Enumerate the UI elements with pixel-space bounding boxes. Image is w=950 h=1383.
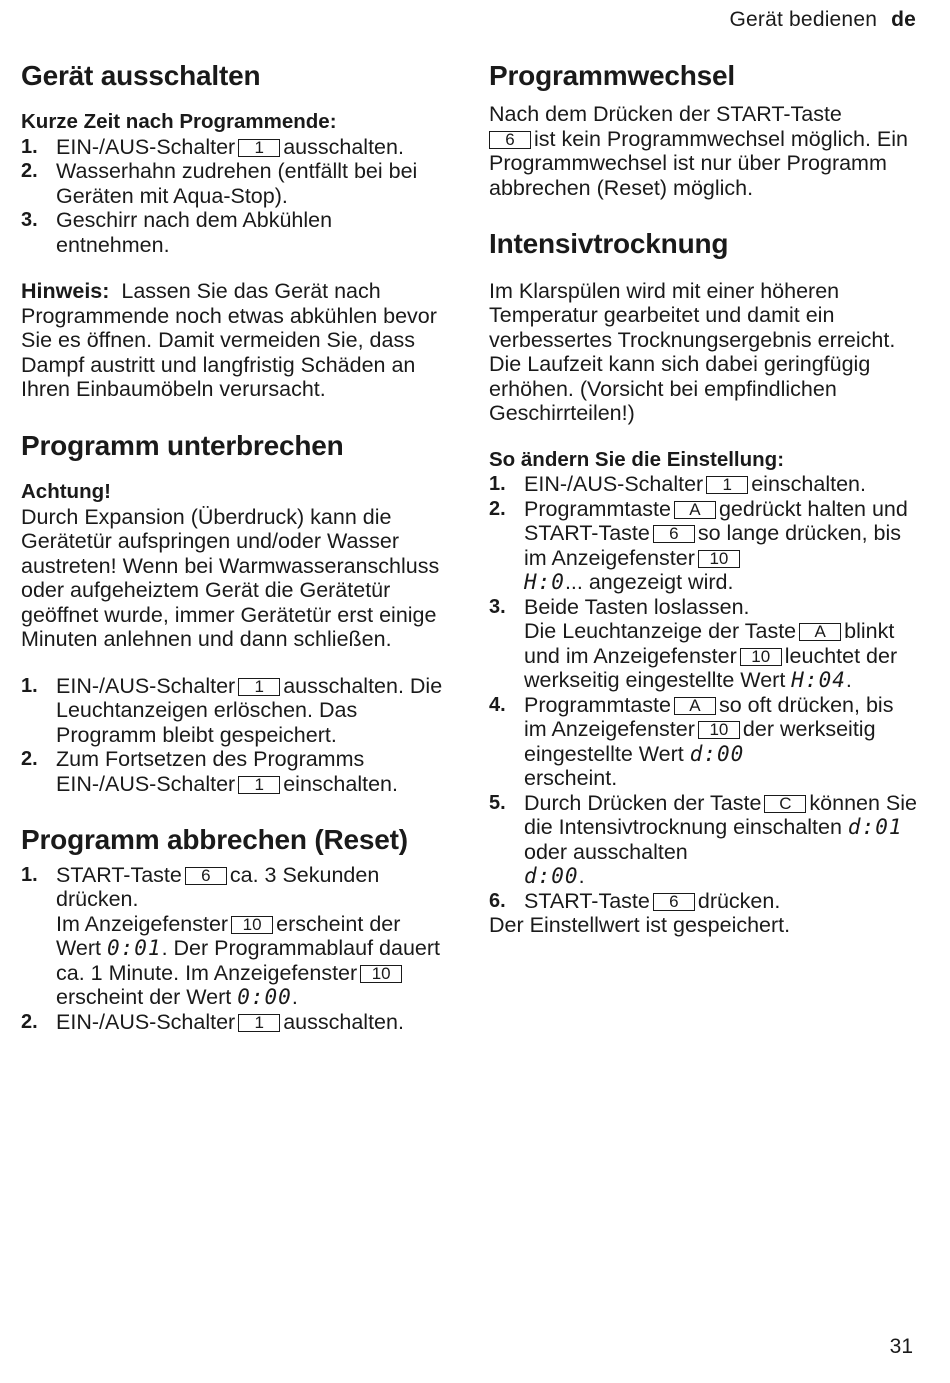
key-label: 10 — [698, 721, 740, 739]
step-text: Wasserhahn zudrehen (entfällt bei bei Geräten mit Aqua-Stop). — [56, 159, 418, 208]
page-header — [730, 8, 917, 32]
list-item — [489, 595, 919, 693]
key-label: 6 — [653, 525, 695, 543]
step-text: Geschirr nach dem Abkühlen entnehmen. — [56, 208, 333, 257]
step-text: ausschalten. — [283, 134, 404, 159]
list-item — [489, 693, 919, 791]
step-text: START-Taste — [56, 862, 182, 887]
step-number: 1. — [21, 135, 38, 158]
list-item — [489, 889, 919, 914]
intensiv-intro: Im Klarspülen wird mit einer höheren Temperatur gearbeitet und damit ein verbessertes Trocknungsergebnis erreicht. Die Laufzeit kann sich dabei geringfügig erhöhen. (Vorsicht bei empfindlichen Geschirrteilen!) — [489, 278, 896, 426]
note-text: Lassen Sie das Gerät nach Programmende noch etwas abkühlen bevor Sie es öffnen. Damit vermeiden Sie, dass Dampf austritt und langfristig Schäden an Ihren Einbaumöbeln verursacht. — [21, 279, 437, 402]
display-value: 0:01 — [106, 936, 162, 961]
key-label: A — [674, 697, 716, 715]
key-label: 1 — [238, 1014, 280, 1032]
step-text: oder ausschalten — [524, 839, 688, 864]
step-text: erscheint. — [524, 766, 618, 791]
step-text: ... angezeigt wird. — [564, 570, 734, 595]
step-text: gedrückt halten und START-Taste — [524, 496, 908, 546]
step-text: so oft drücken, bis im Anzeigefenster — [524, 692, 894, 742]
left-column — [21, 58, 451, 1060]
step-text: Beide Tasten loslassen. — [524, 594, 750, 619]
step-text: Programmtaste — [524, 496, 671, 521]
step-text: der werkseitig eingestellte Wert — [524, 717, 876, 766]
step-text: können Sie die Intensivtrocknung einschalten — [524, 790, 917, 840]
key-label: 10 — [360, 965, 402, 983]
body-text: Nach dem Drücken der START-Taste — [489, 102, 842, 127]
step-text: EIN-/AUS-Schalter — [56, 134, 236, 159]
list-item — [21, 674, 451, 748]
key-label: 10 — [231, 916, 273, 934]
step-number: 2. — [489, 497, 506, 520]
key-label: C — [764, 795, 806, 813]
steps-unterbrechen — [21, 674, 451, 797]
header-language: de — [891, 8, 916, 31]
step-number: 4. — [489, 693, 506, 716]
step-text: ausschalten. Die Leuchtanzeigen erlöschen. Das Programm bleibt gespeichert. — [56, 673, 443, 747]
step-text: ca. 3 Sekunden drücken. — [56, 862, 380, 912]
steps-intensiv — [489, 472, 919, 913]
step-text: . — [578, 864, 585, 889]
step-text: einschalten. — [751, 472, 866, 497]
key-label: 10 — [698, 550, 740, 568]
list-item — [21, 135, 451, 160]
step-text: Die Leuchtanzeige der Taste — [524, 619, 797, 644]
heading-programm-abbrechen: Programm abbrechen (Reset) — [21, 824, 408, 856]
body-text: ist kein Programmwechsel möglich. Ein Programmwechsel ist nur über Programm abbrechen (Reset) möglich. — [489, 126, 908, 200]
step-text: START-Taste — [524, 888, 650, 913]
key-label: 1 — [706, 476, 748, 494]
step-text: . — [845, 668, 852, 693]
step-text: Im Anzeigefenster — [56, 911, 229, 936]
warning-label: Achtung! — [21, 480, 111, 504]
step-text: erscheint der Wert — [56, 911, 401, 961]
section-programm-unterbrechen — [21, 428, 451, 796]
heading-programmwechsel: Programmwechsel — [489, 60, 735, 91]
list-item — [489, 472, 919, 497]
subheading-einstellung: So ändern Sie die Einstellung: — [489, 447, 785, 471]
key-label: A — [799, 623, 841, 641]
step-text: drücken. — [697, 888, 781, 913]
steps-abbrechen — [21, 863, 451, 1035]
step-number: 1. — [21, 674, 38, 697]
right-column — [489, 58, 919, 964]
step-number: 3. — [21, 209, 38, 232]
key-label: A — [674, 501, 716, 519]
list-item — [21, 863, 451, 1010]
programmwechsel-text — [489, 102, 919, 200]
section-intensivtrocknung — [489, 226, 919, 937]
list-item — [21, 208, 451, 257]
step-number: 2. — [21, 748, 38, 771]
warning-text: Durch Expansion (Überdruck) kann die Gerätetür aufspringen und/oder Wasser austreten! Wenn bei Warmwasseranschluss oder aufgeheiztem Gerät die Gerätetür geöffnet wurde, immer Gerätetür erst einige Minuten anlehnen und dann schließen. — [21, 504, 440, 652]
steps-ausschalten — [21, 135, 451, 258]
list-item — [21, 159, 451, 208]
heading-programm-unterbrechen: Programm unterbrechen — [21, 429, 344, 461]
page-number: 31 — [889, 1335, 913, 1358]
step-number: 1. — [489, 473, 506, 496]
step-text: EIN-/AUS-Schalter — [56, 1009, 236, 1034]
display-value: d:01 — [847, 815, 903, 840]
step-text: EIN-/AUS-Schalter — [524, 472, 704, 497]
step-text: leuchtet der werkseitig eingestellte Wert — [524, 643, 898, 693]
heading-intensivtrocknung: Intensivtrocknung — [489, 228, 729, 260]
intensiv-outro: Der Einstellwert ist gespeichert. — [489, 913, 791, 938]
step-text: erscheint der Wert — [56, 985, 232, 1010]
key-label: 1 — [238, 678, 280, 696]
step-text: . Der Programmablauf dauert ca. 1 Minute. Im Anzeigefenster — [56, 936, 440, 985]
step-text: blinkt und im Anzeigefenster — [524, 619, 895, 668]
section-geraet-ausschalten — [21, 58, 451, 402]
step-text: Durch Drücken der Taste — [524, 790, 762, 815]
step-text: einschalten. — [283, 771, 398, 796]
list-item — [21, 1010, 451, 1035]
key-label: 6 — [489, 131, 531, 149]
list-item — [489, 791, 919, 889]
list-item — [21, 747, 451, 796]
display-value: d:00 — [524, 864, 579, 889]
display-value: H:04 — [791, 668, 846, 693]
step-number: 1. — [21, 863, 38, 886]
key-label: 10 — [740, 648, 782, 666]
step-text: . — [291, 985, 298, 1010]
step-number: 5. — [489, 791, 506, 814]
step-number: 2. — [21, 1010, 38, 1033]
key-label: 6 — [653, 893, 695, 911]
step-text: so lange drücken, bis im Anzeigefenster — [524, 521, 902, 570]
note-label: Hinweis: — [21, 279, 110, 304]
section-programmwechsel — [489, 58, 919, 200]
header-section: Gerät bedienen — [729, 8, 878, 31]
step-number: 3. — [489, 595, 506, 618]
key-label: 1 — [238, 139, 280, 157]
key-label: 1 — [238, 776, 280, 794]
step-text: Programmtaste — [524, 692, 671, 717]
display-value: 0:00 — [237, 985, 292, 1010]
subheading-kurze-zeit: Kurze Zeit nach Programmende: — [21, 110, 337, 134]
section-programm-abbrechen — [21, 822, 451, 1034]
display-value: H:0 — [524, 570, 565, 595]
list-item — [489, 497, 919, 595]
step-number: 6. — [489, 889, 506, 912]
step-text: ausschalten. — [283, 1009, 404, 1034]
step-text: Zum Fortsetzen des Programms EIN-/AUS-Schalter — [56, 747, 365, 796]
step-number: 2. — [21, 160, 38, 183]
display-value: d:00 — [689, 741, 745, 766]
key-label: 6 — [185, 867, 227, 885]
note-paragraph — [21, 279, 451, 402]
heading-geraet-ausschalten: Gerät ausschalten — [21, 60, 261, 91]
step-text: EIN-/AUS-Schalter — [56, 673, 236, 698]
